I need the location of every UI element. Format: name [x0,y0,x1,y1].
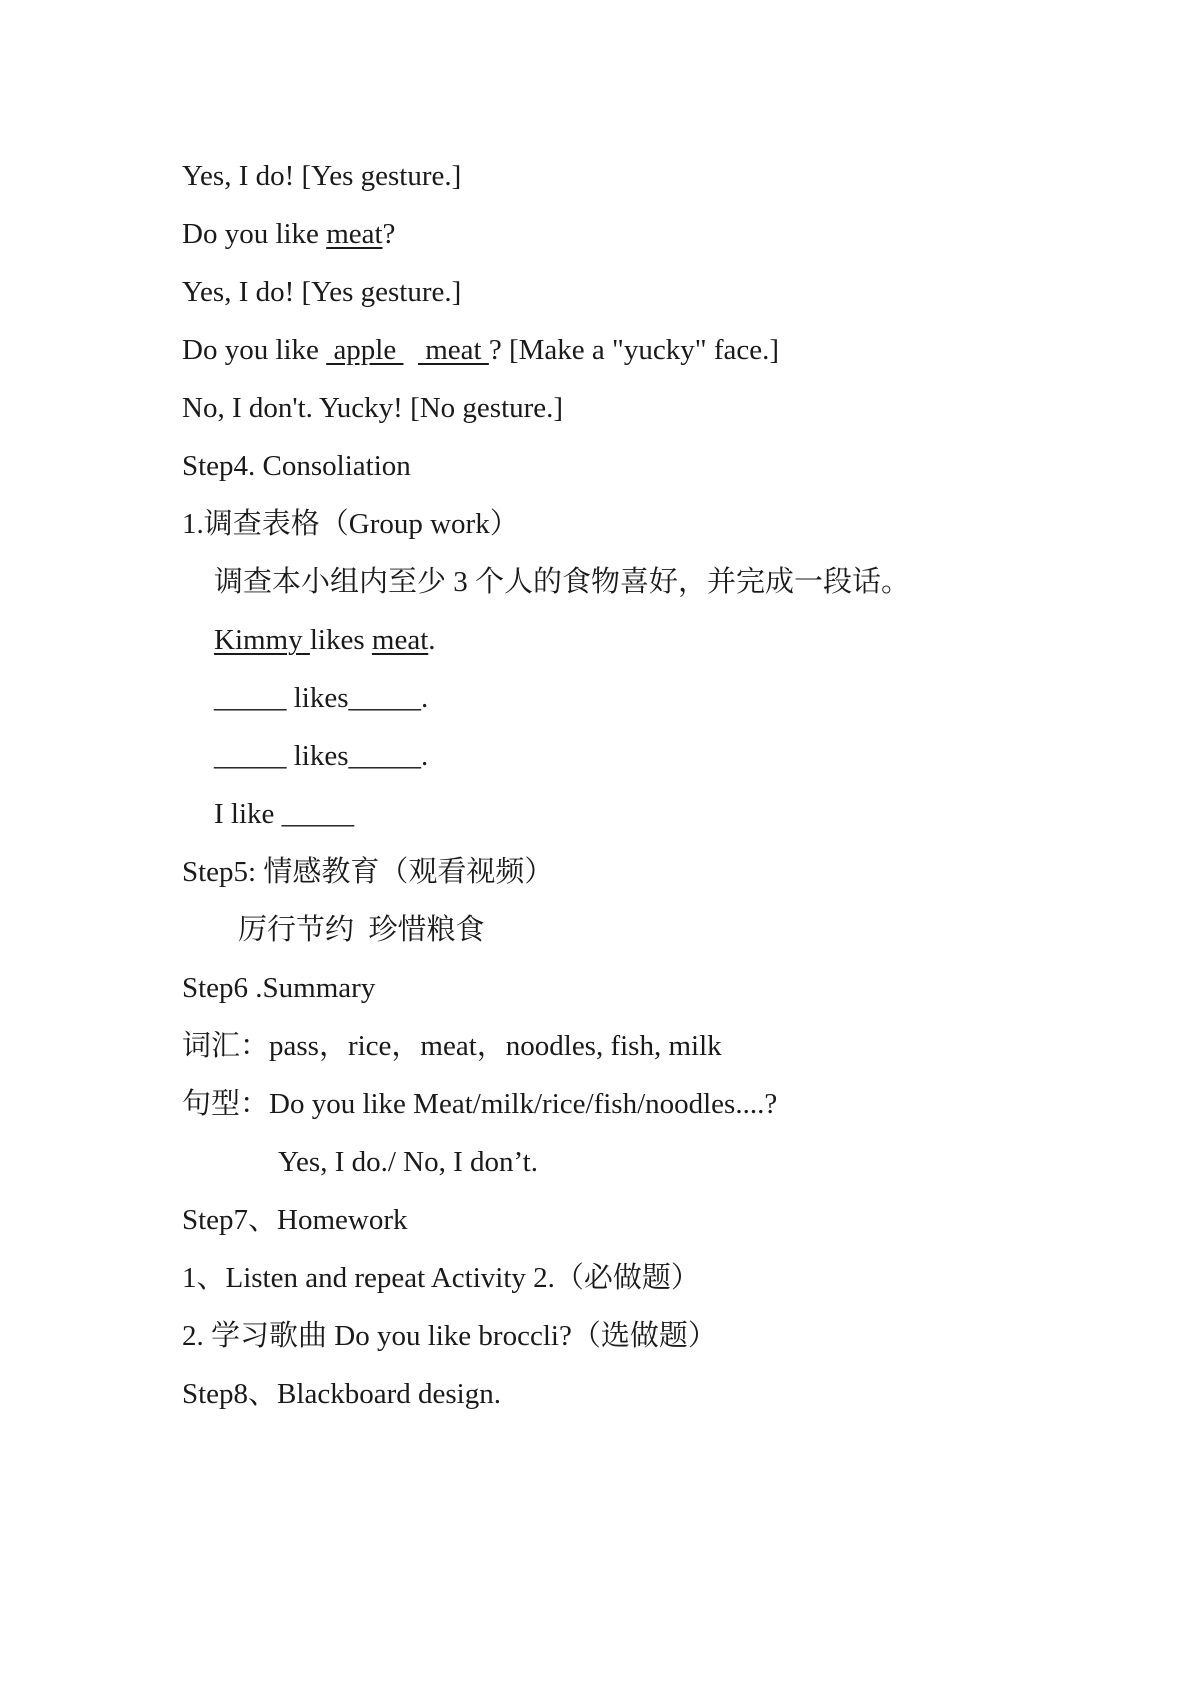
sentence-pattern-answer: Yes, I do./ No, I don’t. [278,1146,538,1178]
survey-title: 1.调查表格（Group work） [182,508,519,540]
question-prefix: Do you like [182,218,327,250]
question-suffix: ? [Make a "yucky" face.] [488,334,780,366]
example-sentence [214,622,436,658]
moral-slogan: 厉行节约 珍惜粮食 [238,914,485,946]
step7-heading: Step7、Homework [182,1204,408,1236]
homework-item-1: 1、Listen and repeat Activity 2.（必做题） [182,1262,700,1294]
blank-sentence-2: _____ likes_____. [214,740,429,772]
step5-heading: Step5: 情感教育（观看视频） [182,856,554,888]
step6-heading: Step6 .Summary [182,972,376,1004]
dialogue-line-5: No, I don't. Yucky! [No gesture.] [182,392,564,424]
underlined-word-1: apple [326,334,404,366]
step4-heading: Step4. Consoliation [182,450,411,482]
step8-heading: Step8、Blackboard design. [182,1378,501,1410]
underlined-word: meat [326,218,383,250]
blank-sentence-1: _____ likes_____. [214,682,429,714]
sentence-pattern-line: 句型：Do you like Meat/milk/rice/fish/noodles....? [182,1088,778,1120]
dialogue-line-4 [182,332,779,368]
question-suffix: ? [382,218,396,250]
underlined-word-2: meat [418,334,489,366]
question-prefix: Do you like [182,334,327,366]
dialogue-line-3: Yes, I do! [Yes gesture.] [182,276,462,308]
vocabulary-line: 词汇：pass，rice，meat，noodles, fish, milk [182,1030,722,1062]
verb-text: likes [309,624,372,656]
spacer-text [404,334,419,366]
dialogue-line-2 [182,216,395,252]
dialogue-line-1: Yes, I do! [Yes gesture.] [182,160,462,192]
survey-instruction: 调查本小组内至少 3 个人的食物喜好，并完成一段话。 [214,566,911,598]
underlined-food: meat [371,624,429,656]
homework-item-2: 2. 学习歌曲 Do you like broccli?（选做题） [182,1320,717,1352]
blank-sentence-3: I like _____ [214,798,355,830]
underlined-name: Kimmy [214,624,310,656]
period-text: . [428,624,436,656]
